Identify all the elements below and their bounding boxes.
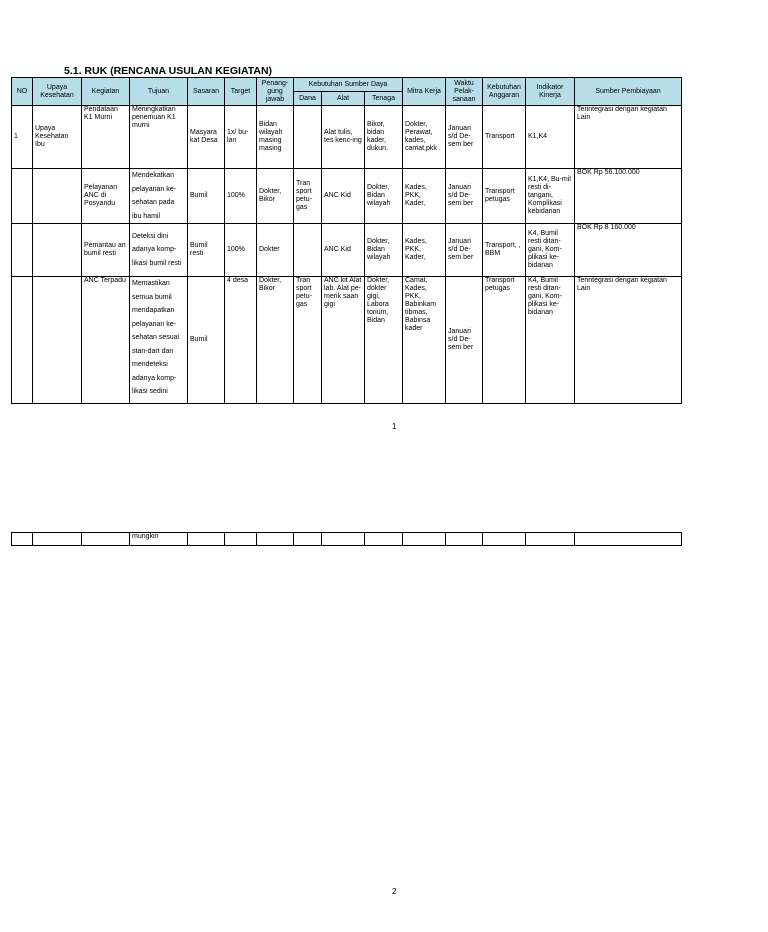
cell-target: 1x/ bu-lan <box>225 106 257 169</box>
header-sasaran: Sasaran <box>188 78 225 106</box>
page-number-2: 2 <box>392 887 397 896</box>
cell-mitra: Dokter, Perawat, kades, camat,pkk . <box>403 106 446 169</box>
cell-indikator: K4, Bumil resti ditan-gani, Kom-plikasi ke-bidanan <box>526 224 575 277</box>
header-no: NO <box>12 78 33 106</box>
cell-pj: Dokter, Bikor <box>257 169 294 224</box>
cell-tenaga: Dokter, dokter gigi, Labora torium, Bidan <box>365 277 403 404</box>
cell-target: 100% <box>225 169 257 224</box>
cell-target: 100% <box>225 224 257 277</box>
header-sumber: Sumber Pembiayaan <box>575 78 682 106</box>
cell-empty <box>294 533 322 546</box>
cell-sasaran: Bumil <box>188 277 225 404</box>
cell-tujuan: Mendekatkan pelayanan ke-sehatan pada ibu hamil <box>130 169 188 224</box>
cell-sumber: Terintegrasi dengan kegiatan Lain <box>575 277 682 404</box>
header-penanggung: Penang-gung jawab <box>257 78 294 106</box>
table-row <box>12 106 682 169</box>
page-title: 5.1. RUK (RENCANA USULAN KEGIATAN) <box>64 65 273 77</box>
cell-anggaran: Transport petugas <box>483 169 526 224</box>
cell-sasaran: Bumil <box>188 169 225 224</box>
header-kegiatan: Kegiatan <box>82 78 130 106</box>
cell-alat: ANC kit Alat lab. Alat pe-merik saan gigi <box>322 277 365 404</box>
cell-empty <box>575 533 682 546</box>
header-tenaga: Tenaga <box>365 92 403 106</box>
cell-indikator: K4, Bumil resti ditan-gani, Kom-plikasi ke-bidanan <box>526 277 575 404</box>
cell-no <box>12 277 33 404</box>
cell-alat: ANC Kid <box>322 169 365 224</box>
cell-empty <box>365 533 403 546</box>
cell-tenaga: Dokter, Bidan wilayah <box>365 169 403 224</box>
cell-sasaran: Masyara kat Desa <box>188 106 225 169</box>
cell-waktu: Januari s/d De-sem ber <box>446 277 483 404</box>
cell-dana: Tran sport petu-gas <box>294 169 322 224</box>
cell-empty <box>403 533 446 546</box>
cell-no <box>12 224 33 277</box>
cell-no <box>12 169 33 224</box>
cell-empty <box>12 533 33 546</box>
cell-dana <box>294 224 322 277</box>
cell-no: 1 <box>12 106 33 169</box>
header-kebutuhan-sd: Kebutuhan Sumber Daya <box>294 78 403 92</box>
cell-empty <box>225 533 257 546</box>
cell-tenaga: Dokter, Bidan wilayah <box>365 224 403 277</box>
cell-waktu: Januari s/d De-sem ber <box>446 169 483 224</box>
cell-empty <box>526 533 575 546</box>
header-tujuan: Tujuan <box>130 78 188 106</box>
table-row <box>12 169 682 224</box>
cell-mitra: Camat, Kades, PKK, Babinkam tibmas, Babinsa kader <box>403 277 446 404</box>
cell-sumber: Terintegrasi dengan kegiatan Lain <box>575 106 682 169</box>
ruk-table <box>11 77 682 404</box>
cell-anggaran: Transport, , BBM <box>483 224 526 277</box>
ruk-table-continuation <box>11 532 682 546</box>
cell-waktu: Januari s/d De-sem ber <box>446 106 483 169</box>
cell-alat: ANC Kid <box>322 224 365 277</box>
cell-empty <box>257 533 294 546</box>
cell-dana <box>294 106 322 169</box>
header-indikator: Indikator Kinerja <box>526 78 575 106</box>
cell-sasaran: Bumil resti <box>188 224 225 277</box>
cell-anggaran: Transport <box>483 106 526 169</box>
header-waktu: Waktu Pelak-sanaan <box>446 78 483 106</box>
cell-anggaran: Transport petugas <box>483 277 526 404</box>
cell-alat: Alat tulis, tes kenc-ing <box>322 106 365 169</box>
cell-indikator: K1,K4 <box>526 106 575 169</box>
cell-pj: Dokter <box>257 224 294 277</box>
cell-upaya <box>33 169 82 224</box>
cell-upaya <box>33 277 82 404</box>
cell-tujuan: Meningkatkan penemuan K1 murni <box>130 106 188 169</box>
cell-mitra: Kades, PKK, Kader, <box>403 224 446 277</box>
cell-waktu: Januari s/d De-sem ber <box>446 224 483 277</box>
page-number-1: 1 <box>392 422 397 431</box>
cell-empty <box>33 533 82 546</box>
cell-upaya: Upaya Kesehatan Ibu <box>33 106 82 169</box>
cell-kegiatan: Pendataan K1 Murni <box>82 106 130 169</box>
table-row <box>12 533 682 546</box>
header-alat: Alat <box>322 92 365 106</box>
cell-indikator: K1,K4, Bu-mil resti di-tangani, Komplikasi kebidanan <box>526 169 575 224</box>
cell-sumber: BOK Rp 8 160.000 <box>575 224 682 277</box>
header-target: Target <box>225 78 257 106</box>
header-mitra: Mitra Kerja <box>403 78 446 106</box>
table-row <box>12 224 682 277</box>
cell-pj: Dokter, Bikor <box>257 277 294 404</box>
cell-tujuan: Deteksi dini adanya komp-likasi bumil resti <box>130 224 188 277</box>
header-row <box>12 78 682 92</box>
cell-tujuan: mungkin <box>130 533 188 546</box>
cell-kegiatan: ANC Terpadu <box>82 277 130 404</box>
cell-tujuan: Memastikan semua bumil mendapatkan pelayanan ke-sehatan sesuai stan-dart dan mendeteksi adanya komp-likasi sedini <box>130 277 188 404</box>
cell-empty <box>188 533 225 546</box>
cell-target: 4 desa <box>225 277 257 404</box>
cell-upaya <box>33 224 82 277</box>
header-upaya: Upaya Kesehatan <box>33 78 82 106</box>
cell-empty <box>322 533 365 546</box>
header-dana: Dana <box>294 92 322 106</box>
cell-empty <box>82 533 130 546</box>
cell-empty <box>483 533 526 546</box>
cell-tenaga: Bikor, bidan kader, dukun. <box>365 106 403 169</box>
cell-pj: Bidan wilayah masing masing <box>257 106 294 169</box>
cell-empty <box>446 533 483 546</box>
header-anggaran: Kebutuhan Anggaran <box>483 78 526 106</box>
cell-kegiatan: Pelayanan ANC di Posyandu <box>82 169 130 224</box>
cell-dana: Tran sport petu-gas <box>294 277 322 404</box>
cell-sumber: BOK Rp 56.100.000 <box>575 169 682 224</box>
cell-kegiatan: Pemantau an bumil resti <box>82 224 130 277</box>
table-row <box>12 277 682 404</box>
cell-mitra: Kades, PKK, Kader, <box>403 169 446 224</box>
